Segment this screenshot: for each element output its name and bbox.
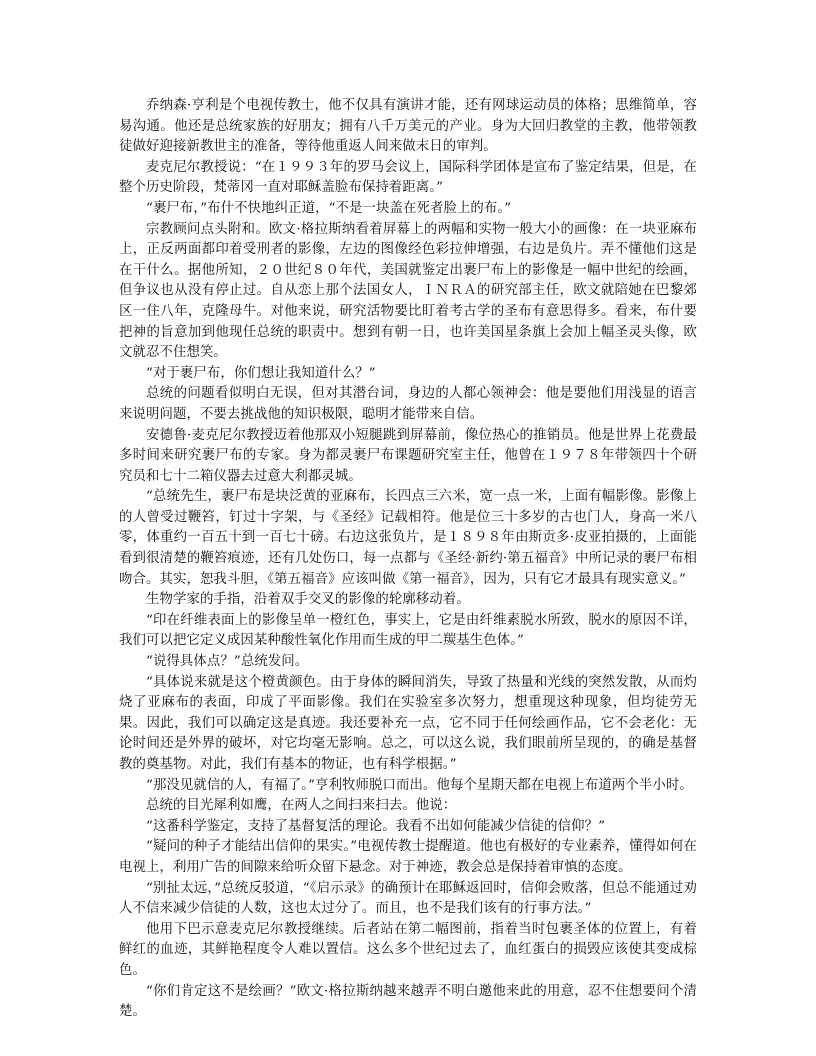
paragraph: “别扯太远，”总统反驳道，“《启示录》的确预计在耶稣返回时，信仰会败落，但总不能通过劝人不信来减少信徒的人数，这也太过分了。而且，也不是我们该有的行事方法。”	[119, 880, 697, 917]
paragraph: 他用下巴示意麦克尼尔教授继续。后者站在第二幅图前，指着当时包裹圣体的位置上，有着鲜红的血迹，其鲜艳程度令人难以置信。这么多个世纪过去了，血红蛋白的损毁应该使其变成棕色。	[119, 921, 697, 978]
paragraph: “对于裹尸布，你们想让我知道什么？”	[146, 365, 376, 381]
paragraph: “总统先生，裹尸布是块泛黄的亚麻布，长四点三六米，宽一点一米，上面有幅影像。影像上的人曾受过鞭笞，钉过十字架，与《圣经》记载相符。他是位三十多岁的古也门人，身高一米八零，体重约一百五十到一百七十磅。右边这张负片，是１８９８年由斯贡多·皮亚拍摄的，上面能看到很清楚的鞭笞痕迹，还有几处伤口，每一点都与《圣经·新约·第五福音》中所记录的裹尸布相吻合。其实，恕我斗胆，《第五福音》应该叫做《第一福音》，因为，只有它才最具有现实意义。”	[119, 489, 697, 587]
paragraph: “疑问的种子才能结出信仰的果实。”电视传教士提醒道。他也有极好的专业素养，懂得如何在电视上，利用广告的间隙来给听众留下悬念。对于神迹，教会总是保持着审慎的态度。	[119, 839, 697, 875]
paragraph: 麦克尼尔教授说：“在１９９３年的罗马会议上，国际科学团体是宣布了鉴定结果，但是，在整个历史阶段，梵蒂冈一直对耶稣盖脸布保持着距离。”	[119, 159, 697, 196]
paragraph: “这番科学鉴定，支持了基督复活的理论。我看不出如何能减少信徒的信仰？”	[146, 818, 606, 834]
paragraph: “那没见就信的人，有福了。”亨利牧师脱口而出。他每个星期天都在电视上布道两个半小时。	[146, 777, 693, 793]
paragraph: “印在纤维表面上的影像呈单一橙红色，事实上，它是由纤维素脱水所致，脱水的原因不详，我们可以把它定义成因某种酸性氧化作用而生成的甲二羰基生色体。”	[119, 612, 697, 649]
paragraph: 安德鲁·麦克尼尔教授迈着他那双小短腿跳到屏幕前，像位热心的推销员。他是世界上花费最多时间来研究裹尸布的专家。身为都灵裹尸布课题研究室主任，他曾在１９７８年带领四十个研究员和七十二箱仪器去过意大利都灵城。	[119, 427, 697, 484]
paragraph: 生物学家的手指，沿着双手交叉的影像的轮廓移动着。	[146, 592, 470, 608]
paragraph: “说得具体点？”总统发问。	[146, 654, 309, 670]
paragraph: 总统的问题看似明白无误，但对其潜台词，身边的人都心领神会：他是要他们用浅显的语言来说明问题，不要去挑战他的知识极限，聪明才能带来自信。	[119, 386, 697, 422]
paragraph: “裹尸布，”布什不快地纠正道，“不是一块盖在死者脸上的布。”	[146, 200, 512, 216]
paragraph: “你们肯定这不是绘画？”欧文·格拉斯纳越来越弄不明白邀他来此的用意，忍不住想要问个清楚。	[119, 983, 697, 1020]
paragraph: 乔纳森·亨利是个电视传教士，他不仅具有演讲才能，还有网球运动员的体格；思维简单，容易沟通。他还是总统家族的好朋友；拥有八千万美元的产业。身为大回归教堂的主教，他带领教徒做好迎接新教世主的准备，等待他重返人间来做末日的审判。	[119, 98, 697, 155]
paragraph: 总统的目光犀利如鹰，在两人之间扫来扫去。他说：	[146, 798, 457, 814]
paragraph: “具体说来就是这个橙黄颜色。由于身体的瞬间消失，导致了热量和光线的突然发散，从而灼烧了亚麻布的表面，印成了平面影像。我们在实验室多次努力，想重现这种现象，但均徒劳无果。因此，我们可以确定这是真迹。我还要补充一点，它不同于任何绘画作品，它不会老化：无论时间还是外界的破坏，对它均毫无影响。总之，可以这么说，我们眼前所呈现的，的确是基督教的奠基物。对此，我们有基本的物证，也有科学根据。”	[119, 674, 697, 772]
document-page	[119, 96, 697, 1023]
paragraph: 宗教顾问点头附和。欧文·格拉斯纳看着屏幕上的两幅和实物一般大小的画像：在一块亚麻布上，正反两面都印着受刑者的影像，左边的图像经色彩拉伸增强，右边是负片。弄不懂他们这是在干什么。据他所知，２０世纪８０年代，美国就鉴定出裹尸布上的影像是一幅中世纪的绘画，但争议也从没有停止过。自从恋上那个法国女人，ＩＮＲＡ的研究部主任，欧文就陪她在巴黎郊区一住八年，克隆母牛。对他来说，研究活物要比盯着考古学的圣布有意思得多。看来，布什要把神的旨意加到他现任总统的职责中。想到有朝一日，也许美国星条旗上会加上幅圣灵头像，欧文就忍不住想笑。	[119, 221, 697, 361]
